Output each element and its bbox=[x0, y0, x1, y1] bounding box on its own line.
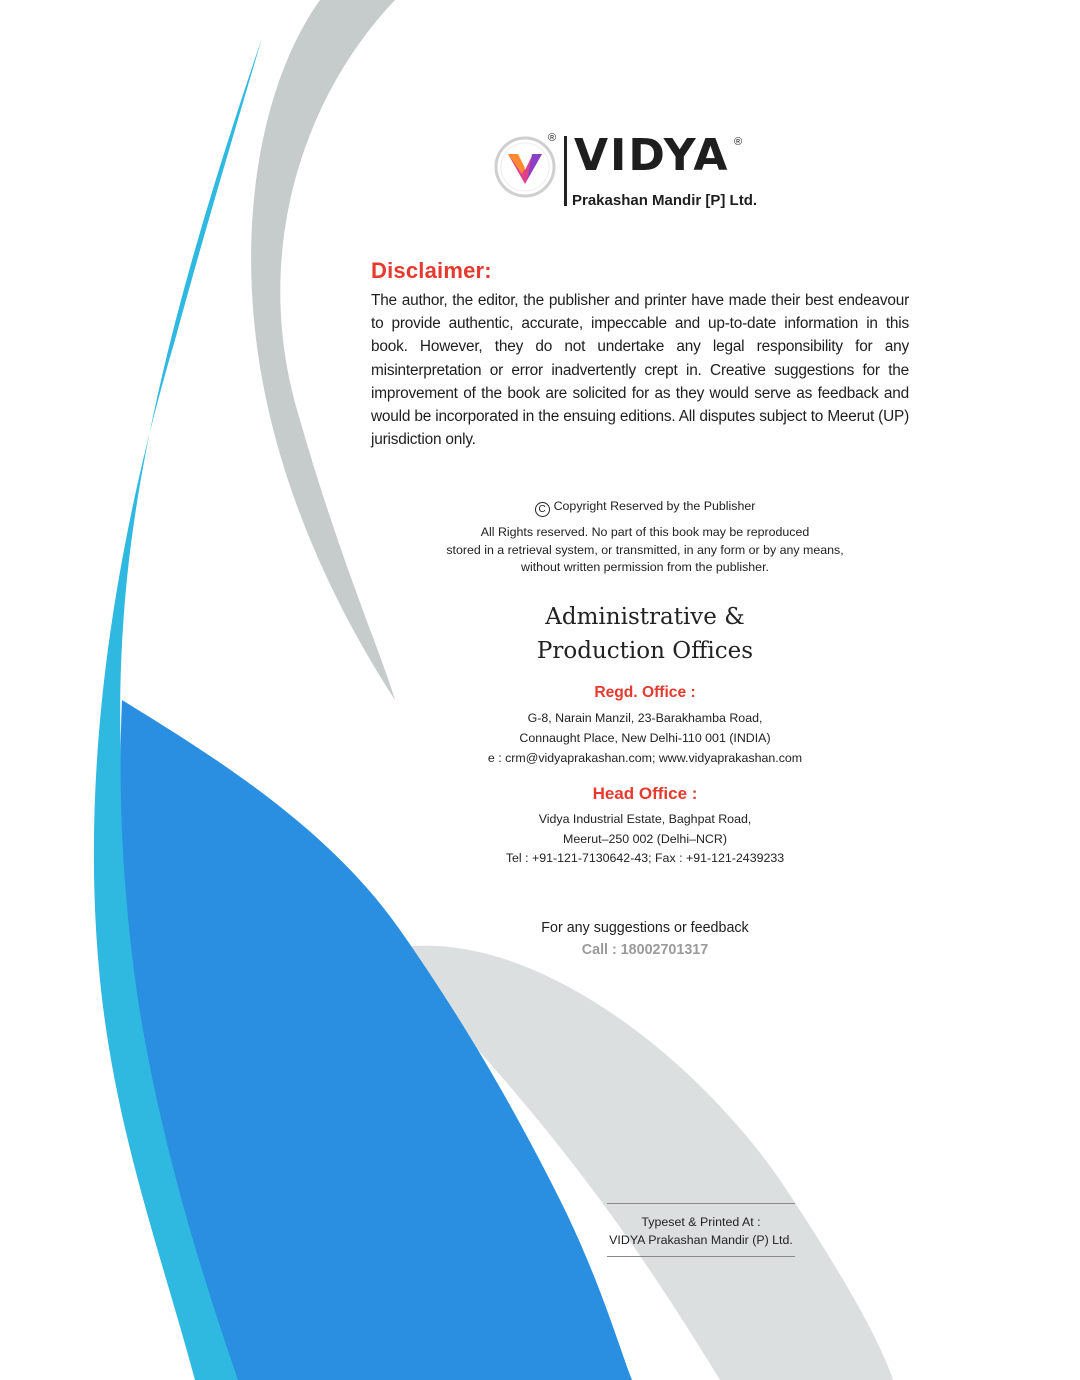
disclaimer-title: Disclaimer: bbox=[371, 258, 492, 283]
rights-line: All Rights reserved. No part of this book may be reproduced bbox=[480, 525, 810, 539]
copyright-icon: C bbox=[535, 502, 550, 517]
rights-line: without written permission from the publisher. bbox=[521, 560, 769, 574]
disclaimer-body: The author, the editor, the publisher and printer have made their best endeavour to provide authentic, accurate, impeccable and up-to-date information in this book. However, they do not undertake any legal responsibility for any misinterpretation or error inadvertently crept in. Creative suggestions for the improvement of the book are solicited for as they would serve as feedback and would be incorporated in the ensuing editions. All disputes subject to Meerut (UP) jurisdiction only. bbox=[371, 292, 909, 449]
regd-office-address bbox=[380, 708, 910, 768]
printer-name: VIDYA Prakashan Mandir (P) Ltd. bbox=[609, 1233, 793, 1247]
printer-line: Typeset & Printed At : bbox=[641, 1215, 761, 1229]
address-line: G-8, Narain Manzil, 23-Barakhamba Road, bbox=[527, 711, 763, 725]
address-line: Meerut–250 002 (Delhi–NCR) bbox=[563, 831, 727, 846]
offices-title-line: Production Offices bbox=[536, 638, 754, 664]
feedback-text: For any suggestions or feedback bbox=[541, 920, 749, 936]
rights-notice bbox=[380, 524, 910, 577]
offices-title-line: Administrative & bbox=[545, 604, 745, 630]
vidya-v-logo-icon bbox=[494, 136, 556, 198]
printer-info bbox=[607, 1203, 795, 1257]
publisher-logo bbox=[494, 132, 814, 212]
address-line: Vidya Industrial Estate, Baghpat Road, bbox=[538, 812, 752, 826]
head-office-address bbox=[380, 810, 910, 869]
registered-mark: ® bbox=[734, 136, 743, 148]
address-line: Connaught Place, New Delhi-110 001 (INDIA) bbox=[519, 731, 771, 745]
logo-wordmark: VIDYA bbox=[574, 130, 730, 181]
feedback-call-number: Call : 18002701317 bbox=[581, 942, 709, 958]
logo-subtitle: Prakashan Mandir [P] Ltd. bbox=[572, 192, 758, 209]
rights-line: stored in a retrieval system, or transmitted, in any form or by any means, bbox=[446, 542, 844, 557]
regd-office-heading: Regd. Office : bbox=[594, 684, 696, 701]
offices-title bbox=[380, 600, 910, 668]
contact-line: Tel : +91-121-7130642-43; Fax : +91-121-2439233 bbox=[505, 851, 785, 865]
copyright-line bbox=[380, 499, 910, 517]
copyright-text: Copyright Reserved by the Publisher bbox=[553, 499, 756, 513]
registered-mark-small: ® bbox=[548, 132, 557, 144]
logo-divider bbox=[564, 136, 567, 206]
contact-line: e : crm@vidyaprakashan.com; www.vidyaprakashan.com bbox=[487, 751, 803, 765]
head-office-heading: Head Office : bbox=[592, 784, 698, 803]
